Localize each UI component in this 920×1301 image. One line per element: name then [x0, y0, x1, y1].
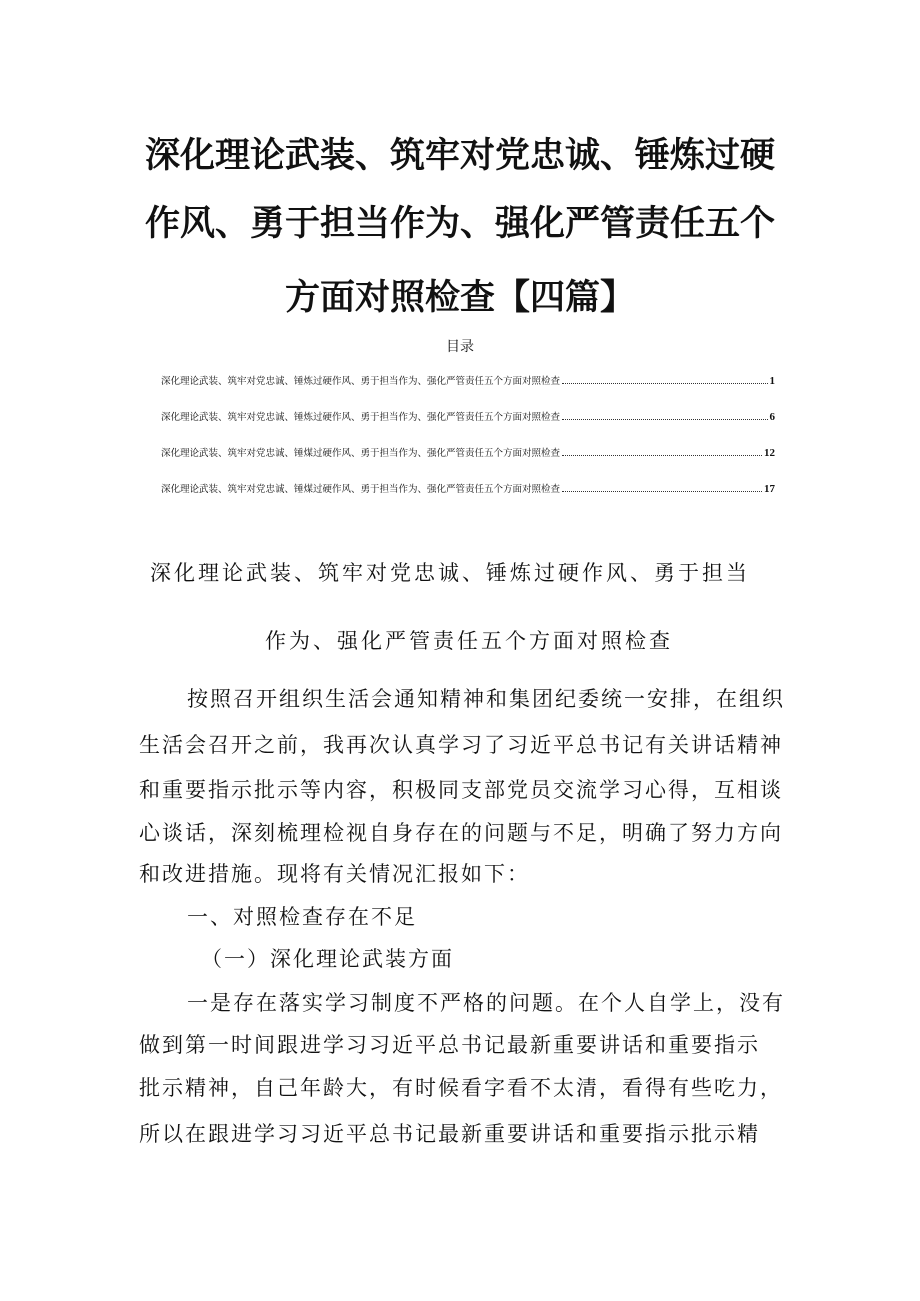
body-paragraph-line: 和改进措施。现将有关情况汇报如下：	[139, 862, 530, 886]
toc-entry-text: 深化理论武装、筑牢对党忠诚、锤煤过硬作风、勇于担当作为、强化严管责任五个方面对照检查	[161, 484, 561, 495]
body-paragraph-line: 所以在跟进学习习近平总书记最新重要讲话和重要指示批示精	[139, 1122, 760, 1146]
body-paragraph-line: 生活会召开之前，我再次认真学习了习近平总书记有关讲话精神	[139, 733, 783, 757]
main-title-line-3: 方面对照检查【四篇】	[284, 278, 635, 318]
body-paragraph-line: 一是存在落实学习制度不严格的问题。在个人自学上，没有	[187, 991, 785, 1015]
toc-entry-page: 12	[764, 447, 775, 459]
toc-entry[interactable]	[161, 445, 775, 461]
toc-heading: 目录	[446, 339, 474, 355]
toc-entry-text: 深化理论武装、筑牢对党忠诚、锤煤过硬作风、勇于担当作为、强化严管责任五个方面对照检查	[161, 448, 561, 459]
toc-leader-dots	[562, 373, 767, 384]
body-paragraph-line: 心谈话，深刻梳理检视自身存在的问题与不足，明确了努力方向	[139, 821, 783, 845]
section-heading-1: 一、对照检查存在不足	[187, 905, 417, 929]
main-title-line-1: 深化理论武装、筑牢对党忠诚、锤炼过硬	[144, 136, 775, 176]
toc-entry-page: 1	[769, 375, 775, 387]
subsection-heading-1: （一）深化理论武装方面	[201, 947, 454, 971]
toc-entry[interactable]	[161, 373, 775, 389]
body-paragraph-line: 按照召开组织生活会通知精神和集团纪委统一安排，在组织	[187, 687, 785, 711]
body-paragraph-line: 做到第一时间跟进学习习近平总书记最新重要讲话和重要指示	[139, 1033, 760, 1057]
toc-entry[interactable]	[161, 409, 775, 425]
body-paragraph-line: 和重要指示批示等内容，积极同支部党员交流学习心得，互相谈	[139, 778, 783, 802]
section-title-line-2: 作为、强化严管责任五个方面对照检查	[265, 629, 673, 653]
toc-leader-dots	[562, 481, 762, 492]
toc-leader-dots	[562, 445, 762, 456]
toc-entry-page: 17	[764, 483, 775, 495]
body-paragraph-line: 批示精神，自己年龄大，有时候看字看不太清，看得有些吃力，	[139, 1076, 783, 1100]
toc-leader-dots	[562, 409, 767, 420]
toc-entry-text: 深化理论武装、筑牢对党忠诚、锤炼过硬作风、勇于担当作为、强化严管责任五个方面对照检查	[161, 412, 561, 423]
section-title-line-1: 深化理论武装、筑牢对党忠诚、锤炼过硬作风、勇于担当	[150, 561, 750, 585]
toc-entry[interactable]	[161, 481, 775, 497]
main-title-line-2: 作风、勇于担当作为、强化严管责任五个	[144, 204, 775, 244]
toc-entry-page: 6	[769, 411, 775, 423]
toc-entry-text: 深化理论武装、筑牢对党忠诚、锤炼过硬作风、勇于担当作为、强化严管责任五个方面对照检查	[161, 376, 561, 387]
